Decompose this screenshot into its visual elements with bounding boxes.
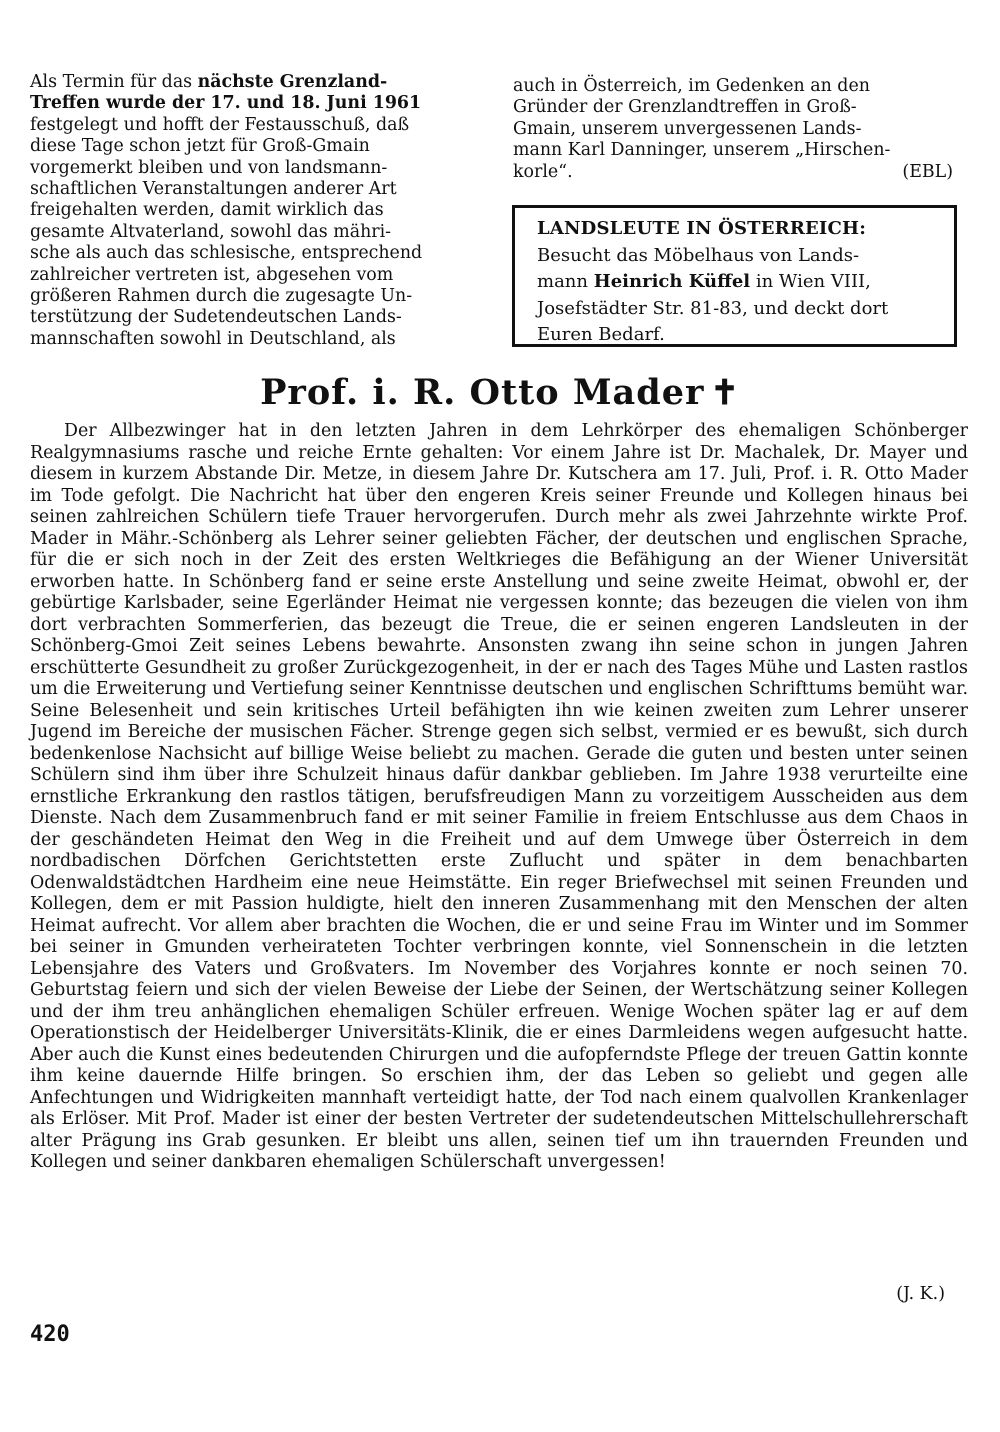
advertisement-box bbox=[512, 205, 957, 347]
left-column-meeting-date: nächste Grenzland- Treffen wurde der 17. und 18. Juni 1961 bbox=[30, 72, 422, 114]
right-column-text bbox=[513, 76, 953, 183]
left-column-intro: Als Termin für das bbox=[30, 72, 198, 92]
advertisement-body bbox=[537, 243, 942, 349]
advertisement-merchant-name: Heinrich Küffel bbox=[593, 271, 751, 292]
right-column-line: korle“. bbox=[513, 161, 573, 182]
advertisement-title: LANDSLEUTE IN ÖSTERREICH: bbox=[537, 218, 867, 239]
right-column-signature: (EBL) bbox=[902, 161, 953, 182]
left-column-continuation: festgelegt und hofft der Festausschuß, daß diese Tage schon jetzt für Groß-Gmain vorgemerkt bleiben und von landsmann- schaftlichen Veranstaltungen anderer Art freigehalten werden, damit wirklich das gesamte Altvaterland, sowohl das mähri- sche als auch das schlesische, entsprechend zahlreicher vertreten ist, abgesehen vom größeren Rahmen durch die zugesagte Un- terstützung der Sudetendeutschen Lands- mannschaften sowohl in Deutschland, als bbox=[30, 114, 423, 349]
right-column-last-line bbox=[513, 162, 953, 183]
right-column-line: Gründer der Grenzlandtreffen in Groß- bbox=[513, 97, 857, 118]
obituary-headline bbox=[0, 372, 1000, 413]
obituary-body: Der Allbezwinger hat in den letzten Jahren in dem Lehrkörper des ehemaligen Schönberger Realgymnasiums rasche und reiche Ernte gehalten: Vor einem Jahre ist Dr. Machalek, Dr. Mayer und diesem in kurzem Abstande Dir. Metze, in diesem Jahre Dr. Kutschera am 17. Juli, Prof. i. R. Otto Mader im Tode gefolgt. Die Nachricht hat über den engeren Kreis seiner Freunde und Kollegen hinaus bei seinen zahlreichen Schülern tiefe Trauer hervorgerufen. Durch mehr als zwei Jahrzehnte wirkte Prof. Mader in Mähr.-Schönberg als Lehrer seiner geliebten Fächer, der deutschen und englischen Sprache, für die er sich noch in der Zeit des ersten Weltkrieges die Befähigung an der Wiener Universität erworben hatte. In Schönberg fand er seine erste Anstellung und seine zweite Heimat, obwohl er, der gebürtige Karlsbader, seine Egerländer Heimat nie vergessen konnte; das bezeugen die vielen von ihm dort verbrachten Sommerferien, das bezeugt die Treue, die er seinen engeren Landsleuten in der Schönberg-Gmoi Zeit seines Lebens bewahrte. Ansonsten zwang ihn seine schon in jungen Jahren erschütterte Gesundheit zu großer Zurückgezogenheit, in der er nach des Tages Mühe und Lasten rastlos um die Erweiterung und Vertiefung seiner Kenntnisse deutschen und englischen Schrifttums bemüht war. Seine Belesenheit und sein kritisches Urteil befähigten ihn wie keinen zweiten zum Lehrer unserer Jugend im Bereiche der musischen Fächer. Strenge gegen sich selbst, vermied er es bewußt, sich durch bedenkenlose Nachsicht auf billige Weise beliebt zu machen. Gerade die guten und besten unter seinen Schülern sind ihm über ihre Schulzeit hinaus dafür dankbar geblieben. Im Jahre 1938 verurteilte eine ernstliche Erkrankung den rastlos tätigen, berufsfreudigen Mann zu vorzeitigem Ausscheiden aus dem Dienste. Nach dem Zusammenbruch fand er mit seiner Familie in freiem Entschlusse aus dem Chaos in der geschändeten Heimat den Weg in die Freiheit und auf dem Umwege über Österreich in dem nordbadischen Dörfchen Gerichtstetten erste Zuflucht und später in dem benachbarten Odenwaldstädtchen Hardheim eine neue Heimstätte. Ein reger Briefwechsel mit seinen Freunden und Kollegen, dem er mit Passion huldigte, hielt den inneren Zusammenhang mit den Menschen der alten Heimat aufrecht. Vor allem aber brachten die Wochen, die er und seine Frau im Winter und im Sommer bei seiner in Gmunden verheirateten Tochter verbringen konnte, viel Sonnenschein in die letzten Lebensjahre des Vaters und Großvaters. Im November des Vorjahres konnte er noch seinen 70. Geburtstag feiern und sich der vielen Beweise der Liebe der Seinen, der Wertschätzung seiner Kollegen und der ihm treu anhänglichen ehemaligen Schüler erfreuen. Wenige Wochen später lag er auf dem Operationstisch der Heidelberger Universitäts-Klinik, die er eines Darmleidens wegen aufgesucht hatte. Aber auch die Kunst eines bedeutenden Chirurgen und die aufopferndste Pflege der treuen Gattin konnte ihm keine dauernde Hilfe bringen. So erschien ihm, der das Leben so geliebt und gegen alle Anfechtungen und Widrigkeiten mannhaft verteidigt hatte, der Tod nach einem qualvollen Krankenlager als Erlöser. Mit Prof. Mader ist einer der besten Vertreter der sudetendeutschen Mittelschullehrerschaft alter Prägung ins Grab gesunken. Er bleibt uns allen, seinen tief um ihn trauernden Freunden und Kollegen und seiner dankbaren ehemaligen Schülerschaft unvergessen! bbox=[30, 421, 968, 1172]
advertisement-text: in Wien VIII, Josefstädter Str. 81-83, und deckt dort Euren Bedarf. bbox=[537, 271, 889, 345]
cross-icon: ✝ bbox=[710, 373, 740, 413]
advertisement-text: Besucht das Möbelhaus von Lands- mann bbox=[537, 244, 860, 292]
page-number: 420 bbox=[30, 1322, 70, 1347]
left-column-text bbox=[30, 72, 482, 350]
obituary-title: Prof. i. R. Otto Mader bbox=[260, 372, 705, 413]
right-column-line: auch in Österreich, im Gedenken an den bbox=[513, 76, 870, 96]
obituary-signature: (J. K.) bbox=[896, 1284, 945, 1304]
right-column-line: mann Karl Danninger, unserem „Hirschen- bbox=[513, 140, 891, 161]
right-column-line: Gmain, unserem unvergessenen Lands- bbox=[513, 118, 862, 139]
